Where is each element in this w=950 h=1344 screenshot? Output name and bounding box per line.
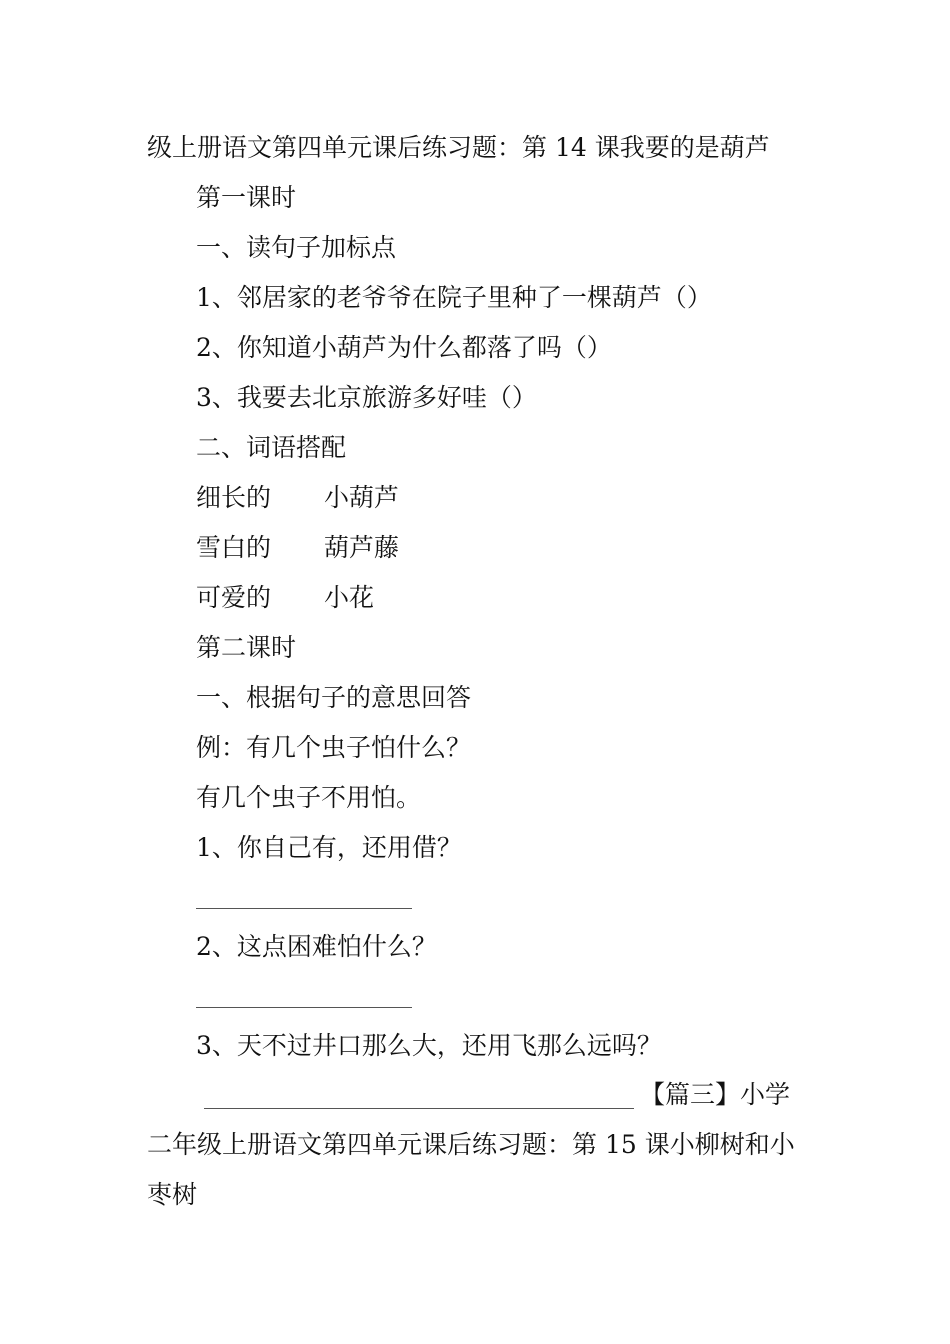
- answer-blank: [196, 908, 412, 909]
- example-line: 例：有几个虫子怕什么？: [196, 733, 472, 762]
- question-item: 3、天不过井口那么大，还用飞那么远吗？: [196, 1031, 662, 1060]
- section-marker: 【篇三】小学: [640, 1080, 791, 1109]
- question-item: 1、你自己有，还用借？: [196, 833, 462, 862]
- heading-line: 二年级上册语文第四单元课后练习题：第 15 课小柳树和小: [147, 1130, 795, 1159]
- word-left: 细长的: [196, 483, 272, 512]
- example-answer: 有几个虫子不用怕。: [196, 783, 422, 812]
- sentence-item: 1、邻居家的老爷爷在院子里种了一棵葫芦（）: [196, 283, 712, 312]
- question-heading: 一、根据句子的意思回答: [196, 683, 472, 712]
- word-right: 葫芦藤: [324, 533, 400, 562]
- word-pair: [196, 483, 400, 513]
- question-heading: 二、词语搭配: [196, 433, 347, 462]
- section-title: 第一课时: [196, 183, 297, 212]
- section-title: 第二课时: [196, 633, 297, 662]
- word-pair: [196, 533, 400, 563]
- word-left: 可爱的: [196, 583, 272, 612]
- question-item: 2、这点困难怕什么？: [196, 932, 437, 961]
- question-heading: 一、读句子加标点: [196, 233, 397, 262]
- heading-line: 级上册语文第四单元课后练习题：第 14 课我要的是葫芦: [147, 133, 770, 162]
- word-pair: [196, 583, 375, 613]
- sentence-item: 3、我要去北京旅游多好哇（）: [196, 383, 537, 412]
- answer-blank: [196, 1007, 412, 1008]
- sentence-item: 2、你知道小葫芦为什么都落了吗（）: [196, 333, 612, 362]
- answer-blank: [204, 1108, 634, 1109]
- word-left: 雪白的: [196, 533, 272, 562]
- heading-line: 枣树: [147, 1180, 198, 1209]
- word-right: 小葫芦: [324, 483, 400, 512]
- word-right: 小花: [324, 583, 375, 612]
